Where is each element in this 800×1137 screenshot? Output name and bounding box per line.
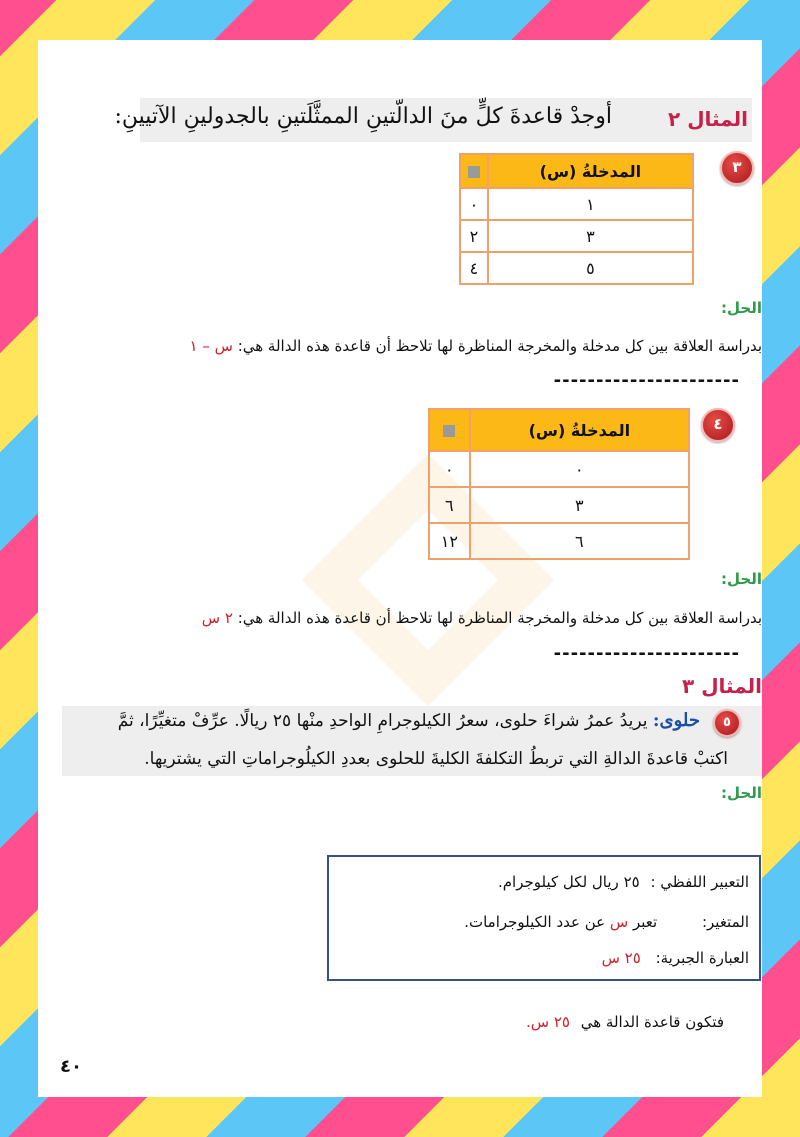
problem5-keyword: حلوى:	[652, 710, 700, 731]
example2-title: المثال ٢	[668, 107, 748, 131]
variable-label: المتغير:	[701, 913, 749, 931]
algebraic-label: العبارة الجبرية:	[655, 949, 749, 967]
conclusion-text: فتكون قاعدة الدالة هي	[580, 1013, 724, 1031]
problem3-table	[459, 153, 694, 285]
table-cell: ١	[488, 188, 693, 220]
table-cell: ٠	[470, 451, 689, 487]
problem3-number-badge: ٣	[720, 151, 754, 185]
problem4-solution-label: الحل:	[721, 570, 762, 588]
table-cell: ٦	[470, 523, 689, 559]
table-cell: ٣	[470, 487, 689, 523]
algebraic-value: ٢٥ س	[601, 949, 641, 967]
variable-pre: تعبر	[632, 913, 658, 931]
verbal-expression-row	[498, 873, 749, 891]
conclusion	[526, 1013, 724, 1031]
conclusion-value: ٢٥ س.	[525, 1013, 570, 1031]
table-cell: ٢	[460, 220, 488, 252]
problem4-number-badge: ٤	[701, 408, 735, 442]
variable-post: عن عدد الكيلوجرامات.	[464, 913, 606, 931]
variable-symbol: س	[609, 913, 629, 931]
example2-header	[114, 98, 752, 142]
separator: ----------------------	[553, 643, 740, 664]
table-cell: ٤	[460, 252, 488, 284]
variable-row	[464, 913, 749, 931]
separator: ----------------------	[553, 370, 740, 391]
verbal-value: ٢٥ ريال لكل كيلوجرام.	[498, 873, 640, 891]
problem5-line2: اكتبْ قاعدةَ الدالةِ التي تربطُ التكلفةَ الكليةَ للحلوى بعددِ الكيلُوجراماتِ التي يشتريها.	[144, 749, 728, 769]
problem4-table	[428, 408, 690, 560]
page-number: ٤٠	[60, 1056, 82, 1077]
solution-text: بدراسة العلاقة بين كل مدخلة والمخرجة المناظرة لها تلاحظ أن قاعدة هذه الدالة هي:	[237, 609, 762, 627]
input-header: المدخلةُ (س)	[488, 154, 693, 188]
solution-text: بدراسة العلاقة بين كل مدخلة والمخرجة المناظرة لها تلاحظ أن قاعدة هذه الدالة هي:	[237, 337, 762, 355]
square-icon	[468, 166, 480, 178]
function-rule: س – ١	[189, 337, 233, 355]
problem5-number-badge: ٥	[713, 709, 741, 737]
problem5-line1: يريدُ عمرُ شراءَ حلوى، سعرُ الكيلوجرامِ الواحدِ منْها ٢٥ ريالًا. عرِّفْ متغيِّرًا، ثمَّ	[117, 711, 648, 731]
problem4-solution-line	[202, 609, 762, 627]
function-rule: ٢ س	[201, 609, 233, 627]
table-cell: ٠	[460, 188, 488, 220]
example3-title: المثال ٣	[682, 674, 762, 698]
example3-solution-label: الحل:	[721, 784, 762, 802]
solution-box	[327, 855, 761, 981]
square-icon	[443, 425, 455, 437]
problem5-text	[118, 706, 700, 736]
table-cell: ١٢	[429, 523, 470, 559]
table-cell: ٠	[429, 451, 470, 487]
problem3-solution-line	[189, 337, 762, 355]
output-header	[460, 154, 488, 188]
input-header: المدخلةُ (س)	[470, 409, 689, 451]
verbal-label: التعبير اللفظي :	[650, 873, 749, 891]
example2-question: أوجدْ قاعدةَ كلٍّ منَ الدالّتينِ الممثَّلَتينِ بالجدولينِ الآتيينِ:	[114, 104, 612, 129]
algebraic-row	[602, 949, 749, 967]
problem3-solution-label: الحل:	[721, 299, 762, 317]
output-header	[429, 409, 470, 451]
table-cell: ٥	[488, 252, 693, 284]
table-cell: ٣	[488, 220, 693, 252]
table-cell: ٦	[429, 487, 470, 523]
page	[38, 40, 762, 1097]
